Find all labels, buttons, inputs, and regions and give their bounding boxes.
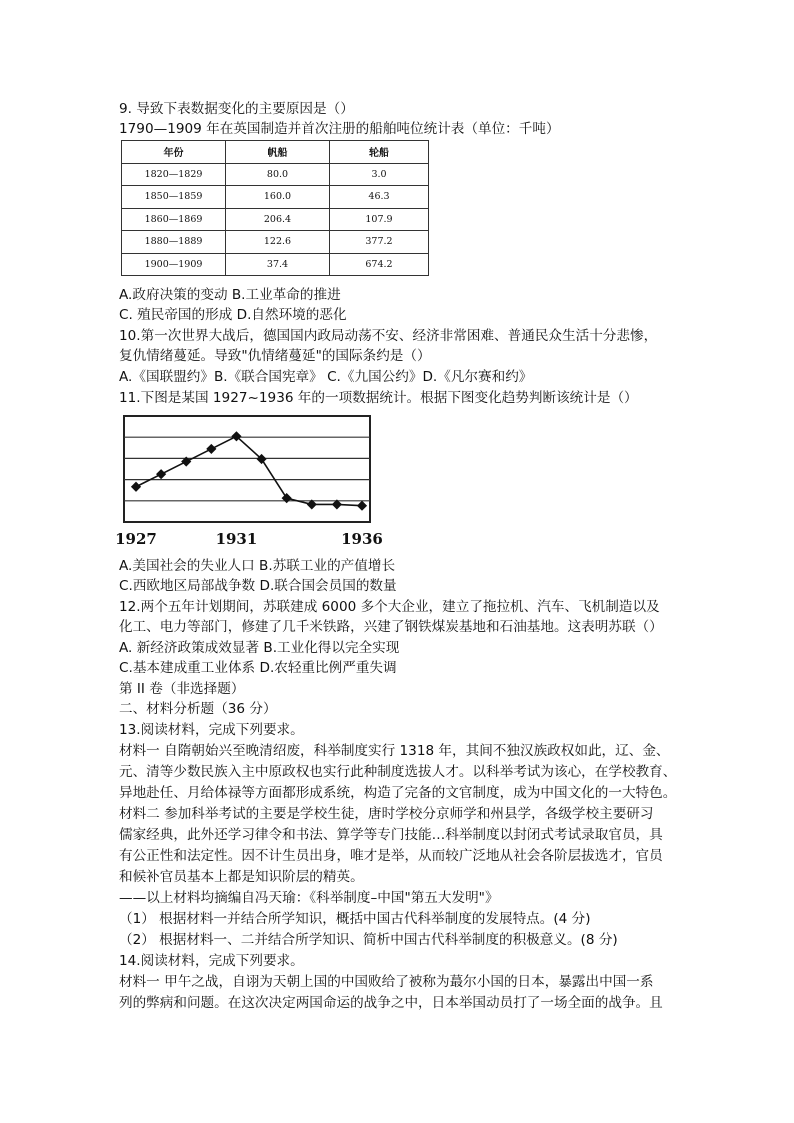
q12-stem-line1: 12.两个五年计划期间，苏联建成 6000 多个大企业，建立了拖拉机、汽车、飞机制造以及 [119,599,660,615]
q13-material1-line1: 材料一 自隋朝始兴至晚清绍废，科举制度实行 1318 年，其间不独汉族政权如此，辽、金、 [119,743,670,759]
cell-sailing: 206.4 [226,208,330,231]
cell-sailing: 37.4 [226,253,330,276]
q12-options-ab: A. 新经济政策成效显著 B.工业化得以完全实现 [119,640,400,656]
q10-stem-line1: 10.第一次世界大战后，德国国内政局动荡不安、经济非常困难、普通民众生活十分悲惨， [119,328,658,344]
x-tick-label: 1927 [115,530,157,548]
table-row [122,163,429,186]
q13-subquestion-2: （2） 根据材料一、二并结合所学知识、简析中国古代科举制度的积极意义。(8 分) [119,932,618,948]
q13-material2-line4: 和候补官员基本上都是知识阶层的精英。 [119,869,364,885]
series-line [136,436,362,505]
q14-material1-line1: 材料一 甲午之战，自诩为天朝上国的中国败给了被称为蕞尔小国的日本，暴露出中国一系 [119,974,654,990]
cell-steam: 107.9 [330,208,429,231]
cell-sailing: 80.0 [226,163,330,186]
q9-options-ab: A.政府决策的变动 B.工业革命的推进 [119,287,341,303]
data-point [206,444,216,454]
cell-steam: 377.2 [330,231,429,254]
q13-material2-line2: 儒家经典，此外还学习律令和书法、算学等专门技能…科举制度以封闭式考试录取官员，具 [119,827,663,843]
chart-frame [124,416,370,522]
header-year: 年份 [122,141,226,164]
cell-steam: 46.3 [330,186,429,209]
table-row [122,253,429,276]
data-point [156,469,166,479]
cell-steam: 674.2 [330,253,429,276]
q13-subquestion-1: （1） 根据材料一并结合所学知识，概括中国古代科举制度的发展特点。(4 分) [119,911,591,927]
table-row [122,231,429,254]
ship-tonnage-table [121,140,429,276]
header-steamship: 轮船 [330,141,429,164]
cell-sailing: 122.6 [226,231,330,254]
part-heading: 二、材料分析题（36 分） [119,701,277,717]
q13-material1-line3: 异地赴任、月给体禄等方面都形成系统，构造了完备的文官制度，成为中国文化的一大特色。 [119,785,677,801]
cell-period: 1880—1889 [122,231,226,254]
table-header-row [122,141,429,164]
q10-stem-line2: 复仇情绪蔓延。导致"仇情绪蔓延"的国际条约是（） [119,348,431,364]
cell-steam: 3.0 [330,163,429,186]
trend-line-chart [115,412,383,550]
data-point [282,493,292,503]
q11-options-cd: C.西欧地区局部战争数 D.联合国会员国的数量 [119,578,397,594]
q9-options-cd: C. 殖民帝国的形成 D.自然环境的恶化 [119,307,347,323]
x-tick-label: 1936 [341,530,383,548]
cell-period: 1900—1909 [122,253,226,276]
q11-options-ab: A.美国社会的失业人口 B.苏联工业的产值增长 [119,558,396,574]
cell-period: 1820—1829 [122,163,226,186]
q13-material2-line1: 材料二 参加科举考试的主要是学校生徒，唐时学校分京师学和州县学，各级学校主要研习 [119,806,654,822]
table-row [122,208,429,231]
q11-stem: 11.下图是某国 1927~1936 年的一项数据统计。根据下图变化趋势判断该统计是（） [119,390,638,406]
q9-table-caption: 1790—1909 年在英国制造并首次注册的船舶吨位统计表（单位：千吨） [119,121,560,137]
cell-period: 1860—1869 [122,208,226,231]
data-point [357,501,367,511]
cell-period: 1850—1859 [122,186,226,209]
q12-options-cd: C.基本建成重工业体系 D.农轻重比例严重失调 [119,660,397,676]
q13-material2-line3: 有公正性和法定性。因不计生员出身，唯才是举，从而较广泛地从社会各阶层拔选才，官员 [119,848,663,864]
cell-sailing: 160.0 [226,186,330,209]
header-sailing-ship: 帆船 [226,141,330,164]
q13-source: ——以上材料均摘编自冯天瑜：《科举制度–中国"第五大发明"》 [119,890,499,906]
q12-stem-line2: 化工、电力等部门，修建了几千米铁路，兴建了钢铁煤炭基地和石油基地。这表明苏联（） [119,619,663,635]
q14-material1-line2: 列的弊病和问题。在这次决定两国命运的战争之中，日本举国动员打了一场全面的战争。且 [119,995,663,1011]
volume-heading: 第 II 卷（非选择题） [119,681,245,697]
table-row [122,186,429,209]
data-point [131,482,141,492]
q9-stem: 9. 导致下表数据变化的主要原因是（） [119,101,354,117]
q13-instruction: 13.阅读材料，完成下列要求。 [119,722,304,738]
q13-material1-line2: 元、清等少数民族入主中原政权也实行此种制度选拔人才。以科举考试为该心，在学校教育、 [119,764,677,780]
x-tick-label: 1931 [215,530,258,548]
q14-instruction: 14.阅读材料，完成下列要求。 [119,953,304,969]
q10-options: A.《国联盟约》B.《联合国宪章》 C.《九国公约》D.《凡尔赛和约》 [119,369,533,385]
